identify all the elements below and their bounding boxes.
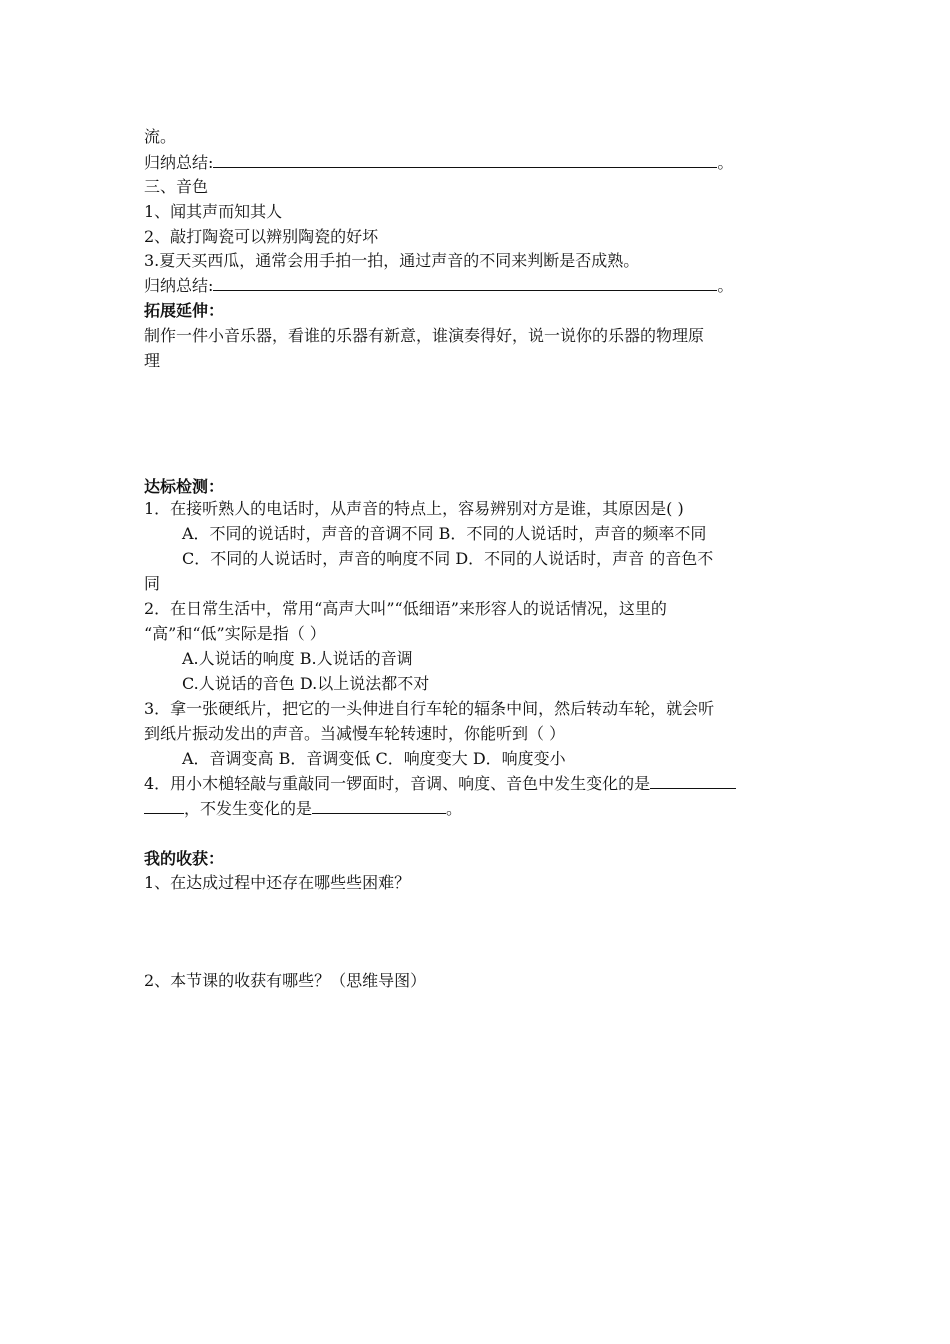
summary-line-2	[144, 275, 733, 297]
q1-options-cd: C．不同的人说话时，声音的响度不同 D．不同的人说话时，声音 的音色不	[182, 549, 714, 568]
section-heading-timbre: 三、音色	[144, 177, 209, 196]
summary-label: 归纳总结:	[144, 153, 214, 172]
q1-options-cd-cont: 同	[144, 574, 161, 593]
summary-line-1	[144, 152, 733, 174]
q2-stem-line-2: “高”和“低”实际是指（ ）	[144, 624, 326, 643]
harvest-item-1: 1、在达成过程中还存在哪些些困难？	[144, 873, 411, 892]
q2-options-cd: C.人说话的音色 D.以上说法都不对	[182, 674, 430, 693]
summary-end: 。	[717, 276, 734, 295]
extension-heading: 拓展延伸：	[144, 301, 225, 320]
extension-text-line-1: 制作一件小音乐器，看谁的乐器有新意，谁演奏得好，说一说你的乐器的物理原	[144, 326, 705, 345]
q4-line-1	[144, 773, 736, 795]
q4-stem: 4．用小木槌轻敲与重敲同一锣面时，音调、响度、音色中发生变化的是	[144, 774, 651, 793]
fill-blank[interactable]	[213, 152, 717, 168]
q4-end: 。	[446, 799, 463, 818]
q4-blank-2[interactable]	[312, 798, 446, 814]
timbre-item-3: 3.夏天买西瓜，通常会用手拍一拍，通过声音的不同来判断是否成熟。	[144, 251, 640, 270]
q2-stem-line-1: 2．在日常生活中，常用“高声大叫”“低细语”来形容人的说话情况，这里的	[144, 599, 667, 618]
q2-options-ab: A.人说话的响度 B.人说话的音调	[182, 649, 413, 668]
test-heading: 达标检测：	[144, 477, 225, 496]
text-line-flow: 流。	[144, 127, 177, 146]
harvest-heading: 我的收获：	[144, 849, 225, 868]
fill-blank[interactable]	[213, 275, 717, 291]
timbre-item-1: 1、闻其声而知其人	[144, 202, 283, 221]
extension-text-line-2: 理	[144, 351, 161, 370]
q4-mid-text: ，不发生变化的是	[184, 799, 313, 818]
q4-blank-1-cont[interactable]	[144, 798, 184, 814]
q4-blank-1[interactable]	[650, 773, 736, 789]
harvest-item-2: 2、本节课的收获有哪些？（思维导图）	[144, 971, 427, 990]
q1-options-ab: A．不同的说话时，声音的音调不同 B．不同的人说话时，声音的频率不同	[182, 524, 707, 543]
q3-options: A．音调变高 B．音调变低 C．响度变大 D．响度变小	[182, 749, 566, 768]
timbre-item-2: 2、敲打陶瓷可以辨别陶瓷的好坏	[144, 227, 379, 246]
q4-line-2	[144, 798, 462, 820]
q1-stem: 1．在接听熟人的电话时，从声音的特点上，容易辨别对方是谁，其原因是( )	[144, 499, 684, 518]
q3-stem-line-1: 3．拿一张硬纸片，把它的一头伸进自行车轮的辐条中间，然后转动车轮，就会听	[144, 699, 715, 718]
q3-stem-line-2: 到纸片振动发出的声音。当减慢车轮转速时，你能听到（ ）	[144, 724, 566, 743]
summary-label: 归纳总结:	[144, 276, 214, 295]
summary-end: 。	[717, 153, 734, 172]
